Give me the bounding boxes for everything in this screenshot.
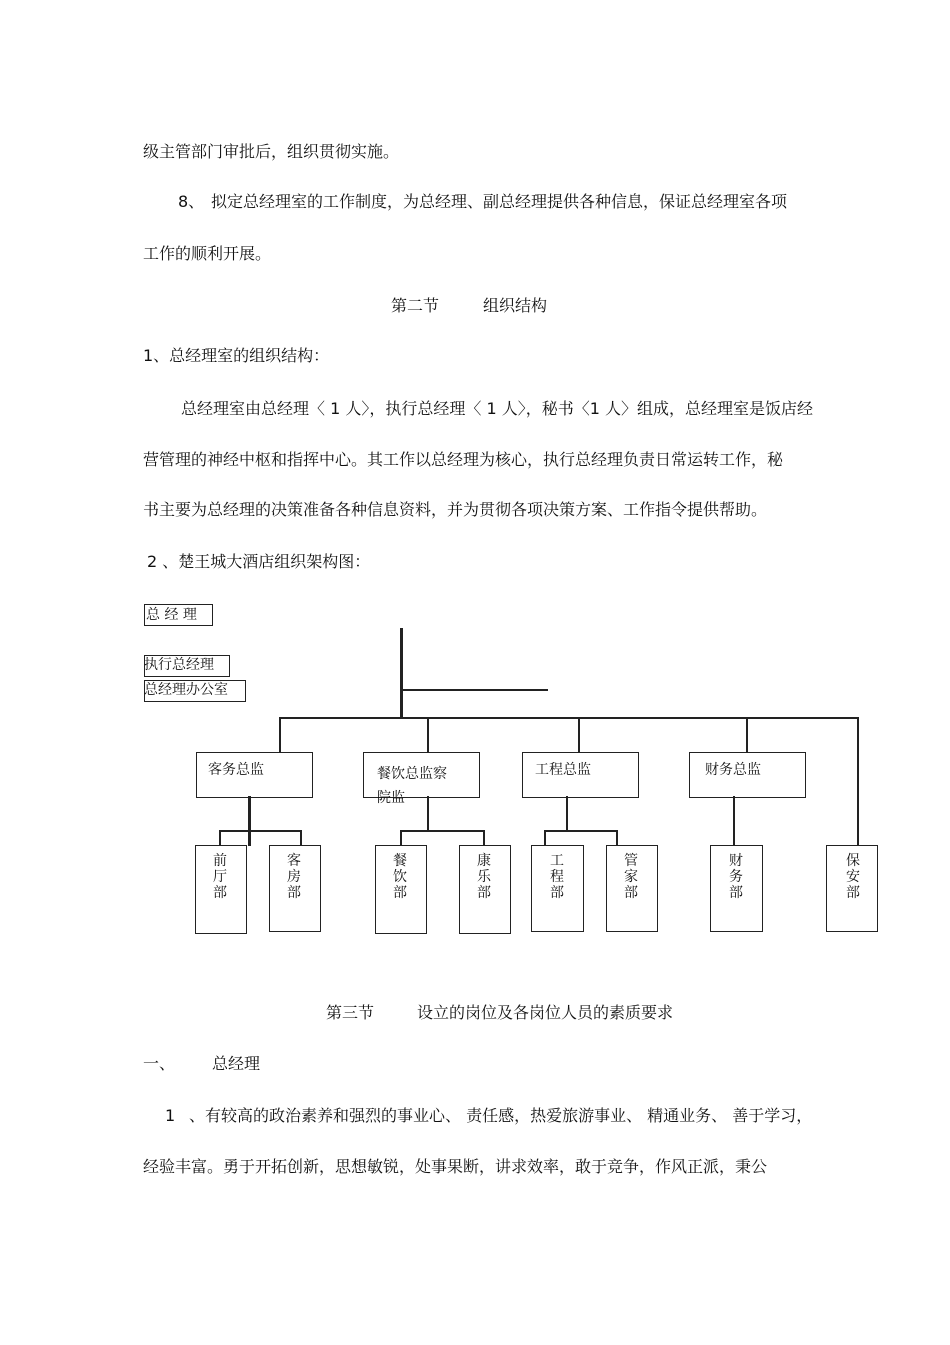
dept-label: 财务部 <box>729 853 743 901</box>
section-number: 第二节 <box>391 296 440 315</box>
director-label: 客务总监 <box>208 762 264 778</box>
connector-line <box>427 717 429 752</box>
trunk-line <box>400 628 403 717</box>
paragraph-line: 总经理室由总经理〈 1 人〉，执行总经理〈 1 人〉，秘书〈1 人〉组成，总经理室是饭店经 <box>181 399 813 418</box>
connector-line <box>219 830 221 845</box>
dept-label: 工程部 <box>550 853 564 901</box>
connector-line <box>616 830 618 845</box>
connector-line <box>733 796 735 846</box>
paragraph-line: 工作的顺利开展。 <box>143 244 272 263</box>
connector-line <box>300 830 302 845</box>
section-title: 设立的岗位及各岗位人员的素质要求 <box>417 1003 674 1022</box>
connector-line <box>566 796 568 830</box>
branch-line <box>401 689 548 691</box>
director-label: 工程总监 <box>535 762 591 778</box>
dept-label: 客房部 <box>287 853 301 901</box>
gm-office-label: 总经理办公室 <box>144 682 228 698</box>
paragraph-line: 营管理的神经中枢和指挥中心。其工作以总经理为核心，执行总经理负责日常运转工作，秘 <box>143 450 784 469</box>
section-number: 第三节 <box>326 1003 375 1022</box>
connector-line <box>400 830 484 832</box>
dept-label: 餐饮部 <box>393 853 407 901</box>
connector-line <box>279 717 281 752</box>
gm-label: 总 经 理 <box>146 607 197 623</box>
connector-line <box>544 830 546 845</box>
bus-line <box>279 717 858 719</box>
list-item-heading: 1、总经理室的组织结构： <box>143 346 330 365</box>
dept-label: 康乐部 <box>477 853 491 901</box>
list-number: 1 <box>165 1106 176 1125</box>
list-number: 8、 <box>178 192 205 211</box>
dept-label: 保安部 <box>846 853 860 901</box>
connector-line <box>427 796 429 830</box>
dept-label: 管家部 <box>624 853 638 901</box>
paragraph-line: 书主要为总经理的决策准备各种信息资料，并为贯彻各项决策方案、工作指令提供帮助。 <box>143 500 768 519</box>
paragraph-line: 经验丰富。勇于开拓创新，思想敏锐，处事果断，讲求效率，敢于竞争，作风正派，秉公 <box>143 1157 768 1176</box>
list-item-heading: 总经理 <box>212 1054 261 1073</box>
dept-label: 前厅部 <box>213 853 227 901</box>
director-label: 餐饮总监察院监 <box>377 766 447 806</box>
paragraph-line: 级主管部门审批后，组织贯彻实施。 <box>143 142 400 161</box>
connector-line <box>857 717 859 845</box>
paragraph-line: 、有较高的政治素养和强烈的事业心、 责任感，热爱旅游事业、 精通业务、 善于学习， <box>189 1106 813 1125</box>
exec-gm-label: 执行总经理 <box>144 657 214 673</box>
connector-line <box>483 830 485 845</box>
connector-line <box>219 830 301 832</box>
connector-line <box>746 717 748 752</box>
list-number: 一、 <box>143 1054 176 1073</box>
connector-line <box>544 830 617 832</box>
section-title: 组织结构 <box>483 296 548 315</box>
connector-line <box>400 830 402 845</box>
connector-line <box>578 717 580 752</box>
director-label: 财务总监 <box>705 762 761 778</box>
list-item-heading: 2 、楚王城大酒店组织架构图： <box>147 552 371 571</box>
connector-line <box>248 796 251 846</box>
paragraph-line: 拟定总经理室的工作制度，为总经理、副总经理提供各种信息，保证总经理室各项 <box>211 192 788 211</box>
